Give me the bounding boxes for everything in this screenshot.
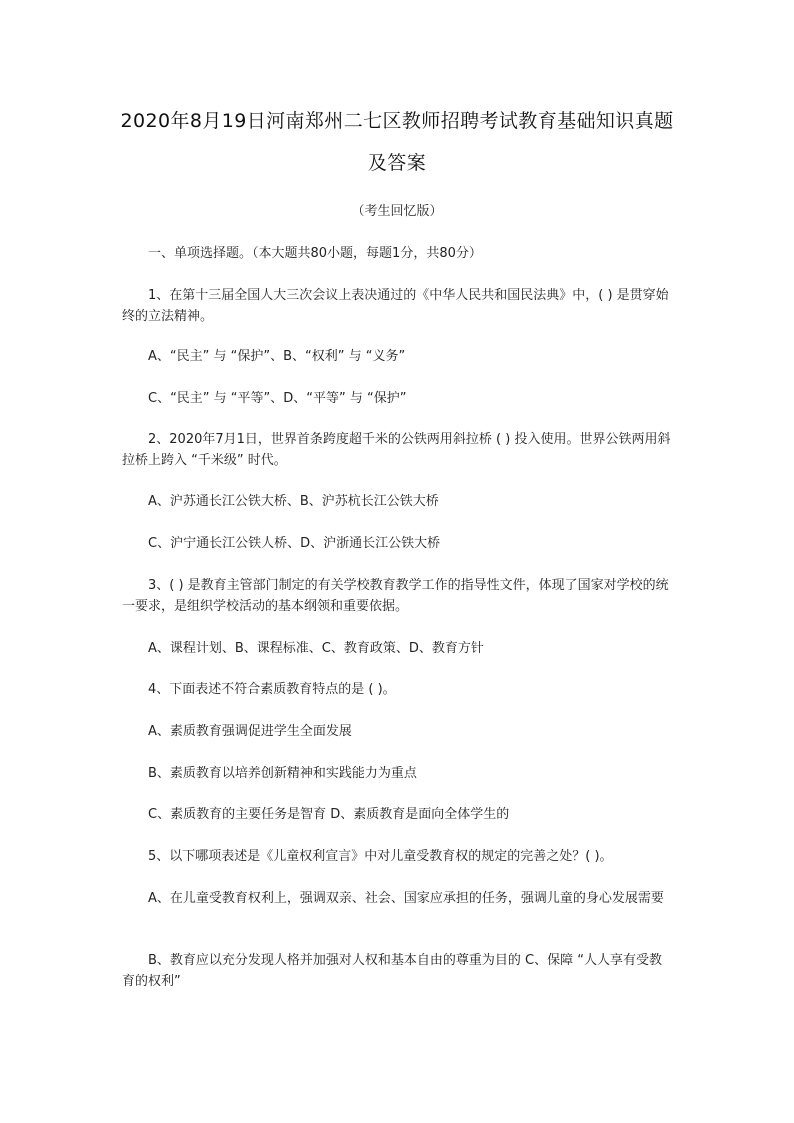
question-5-option-line: B、教育应以充分发现人格并加强对人权和基本自由的尊重为目的 C、保障 “人人享有受教育的权利” xyxy=(122,953,662,989)
question-4-option-line: A、素质教育强调促进学生全面发展 xyxy=(148,724,352,739)
question-4-option-line: C、素质教育的主要任务是智育 D、素质教育是面向全体学生的 xyxy=(148,807,510,822)
question-2-stem: 2、2020年7月1日，世界首条跨度超千米的公铁两用斜拉桥 ( ) 投入使用。世界公铁两用斜拉桥上跨入 “千米级” 时代。 xyxy=(122,432,671,468)
question-2-option-line: A、沪苏通长江公铁大桥、B、沪苏杭长江公铁大桥 xyxy=(148,494,439,509)
question-5-option-line: A、在儿童受教育权利上，强调双亲、社会、国家应承担的任务，强调儿童的身心发展需要 xyxy=(148,891,664,906)
question-1-stem: 1、在第十三届全国人大三次会议上表决通过的《中华人民共和国民法典》中，( ) 是贯穿始终的立法精神。 xyxy=(122,288,669,324)
question-2-option-line: C、沪宁通长江公铁人桥、D、沪浙通长江公铁大桥 xyxy=(148,536,441,551)
document-subtitle: （考生回忆版） xyxy=(351,204,443,219)
question-5-stem: 5、以下哪项表述是《儿童权利宣言》中对儿童受教育权的规定的完善之处？( )。 xyxy=(148,849,613,864)
question-1-option-line: C、“民主” 与 “平等”、D、“平等” 与 “保护” xyxy=(148,391,407,406)
section-heading: 一、单项选择题。（本大题共80小题，每题1分，共80分） xyxy=(148,246,482,261)
question-4-option-line: B、素质教育以培养创新精神和实践能力为重点 xyxy=(148,766,417,781)
question-3-option-line: A、课程计划、B、课程标准、C、教育政策、D、教育方针 xyxy=(148,641,484,656)
question-4-stem: 4、下面表述不符合素质教育特点的是 ( )。 xyxy=(148,682,396,697)
question-1-option-line: A、“民主” 与 “保护”、B、“权利” 与 “义务” xyxy=(148,349,406,364)
document-title: 2020年8月19日河南郑州二七区教师招聘考试教育基础知识真题及答案 xyxy=(120,110,674,174)
question-3-stem: 3、( ) 是教育主管部门制定的有关学校教育教学工作的指导性文件，体现了国家对学校的统一要求，是组织学校活动的基本纲领和重要依据。 xyxy=(122,578,669,614)
